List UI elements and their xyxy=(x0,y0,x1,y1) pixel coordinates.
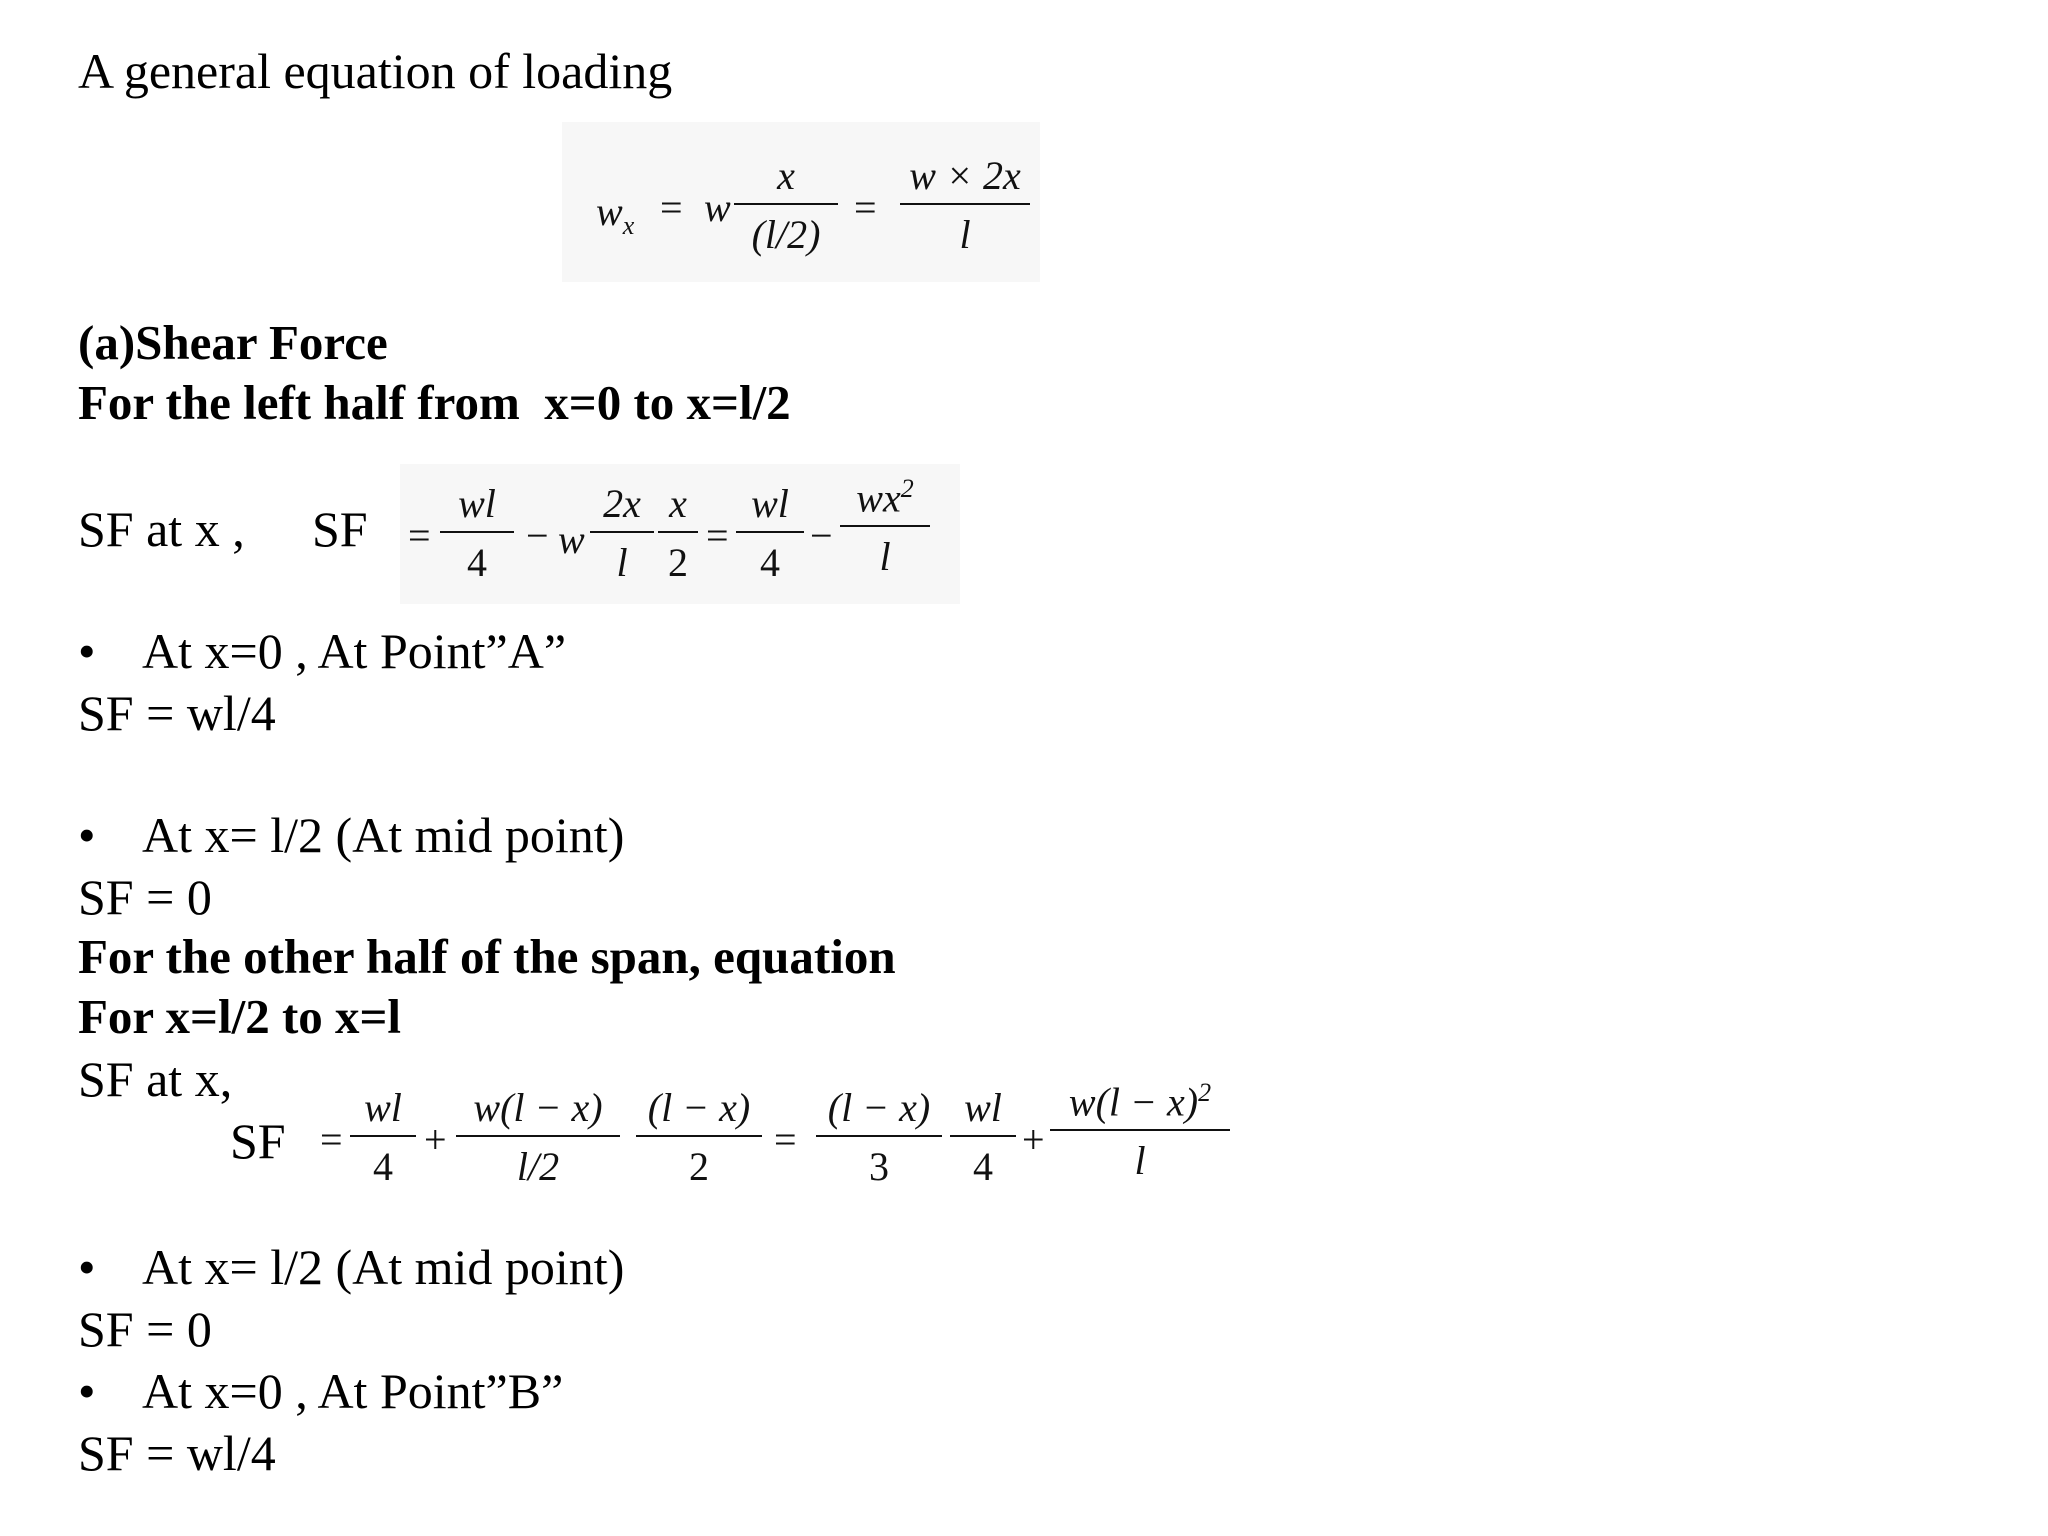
range-heading: For x=l/2 to x=l xyxy=(78,989,402,1044)
other-half-heading: For the other half of the span, equation xyxy=(78,929,896,984)
bullet-icon: • xyxy=(78,1363,96,1419)
equation-coefficient: w xyxy=(704,185,731,230)
fraction-w-2x-over-l: w × 2x l xyxy=(900,152,1030,258)
fraction-wlx-over-half-l: w(l − x) l/2 xyxy=(456,1084,620,1190)
loading-equation xyxy=(562,122,1040,282)
equation-coefficient: w xyxy=(558,517,585,562)
bullet-icon: • xyxy=(78,1239,96,1295)
fraction-wl-over-4: wl 4 xyxy=(350,1084,416,1190)
fraction-wl-over-4: wl 4 xyxy=(950,1084,1016,1190)
fraction-lx-over-2: (l − x) 2 xyxy=(636,1084,762,1190)
list-item xyxy=(78,808,624,863)
result-text: SF = 0 xyxy=(78,1301,212,1357)
fraction-wx2-over-l: $wx^2$ l xyxy=(840,474,930,580)
minus-sign: − xyxy=(810,513,833,558)
list-item-text: At x= l/2 (At mid point) xyxy=(142,1239,625,1295)
equals-sign: = xyxy=(660,185,683,230)
sf-at-x-label: SF at x, xyxy=(78,1051,233,1107)
list-item-text: At x= l/2 (At mid point) xyxy=(142,807,625,863)
fraction-x-over-half-l: x (l/2) xyxy=(734,152,838,258)
sf-left-equation xyxy=(400,464,960,604)
equation-lhs: $w_x$ xyxy=(596,189,635,240)
minus-sign: − xyxy=(526,513,549,558)
sf-label: SF xyxy=(312,501,368,557)
plus-sign: + xyxy=(1022,1117,1045,1162)
equals-sign: = xyxy=(854,185,877,230)
fraction-2x-over-l: 2x l xyxy=(590,480,654,586)
list-item xyxy=(78,1364,563,1419)
list-item-text: At x=0 , At Point”B” xyxy=(142,1363,564,1419)
equals-sign: = xyxy=(706,513,729,558)
result-text: SF = 0 xyxy=(78,869,212,925)
fraction-wl-over-4: wl 4 xyxy=(440,480,514,586)
left-half-heading: For the left half from x=0 to x=l/2 xyxy=(78,375,791,430)
fraction-lx-over-3: (l − x) 3 xyxy=(816,1084,942,1190)
plus-sign: + xyxy=(424,1117,447,1162)
list-item xyxy=(78,624,566,679)
equals-sign: = xyxy=(320,1117,343,1162)
list-item-text: At x=0 , At Point”A” xyxy=(142,623,567,679)
fraction-wl-over-4: wl 4 xyxy=(736,480,804,586)
page-title: A general equation of loading xyxy=(78,43,673,99)
sf-label: SF xyxy=(230,1113,286,1169)
sf-at-x-label: SF at x , xyxy=(78,501,245,557)
bullet-icon: • xyxy=(78,807,96,863)
bullet-icon: • xyxy=(78,623,96,679)
list-item xyxy=(78,1240,624,1295)
sf-right-equation xyxy=(316,1070,1246,1200)
fraction-wlx2-over-l: $w(l - x)^2$ l xyxy=(1050,1078,1230,1184)
fraction-x-over-2: x 2 xyxy=(658,480,698,586)
section-heading-shear-force: (a)Shear Force xyxy=(78,315,388,370)
equals-sign: = xyxy=(408,513,431,558)
equals-sign: = xyxy=(774,1117,797,1162)
result-text: SF = wl/4 xyxy=(78,1425,276,1481)
result-text: SF = wl/4 xyxy=(78,685,276,741)
